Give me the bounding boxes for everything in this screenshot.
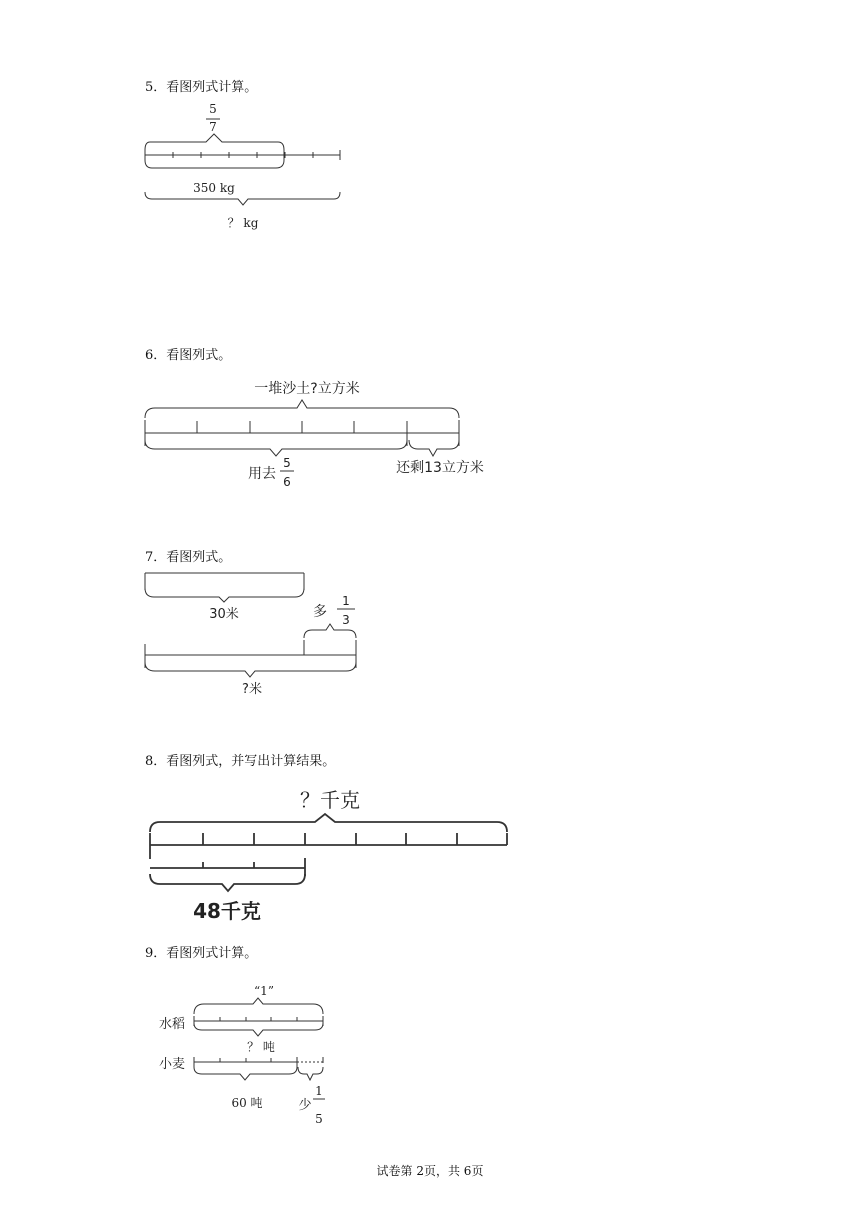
q6-remain-label: 还剩13立方米 bbox=[396, 460, 484, 476]
question-number: 8． bbox=[145, 754, 167, 769]
q7-known-label: 30米 bbox=[209, 607, 239, 622]
question-number: 5． bbox=[145, 80, 167, 95]
q9-known-label: 60 吨 bbox=[231, 1096, 263, 1110]
q9-less-numerator: 1 bbox=[315, 1084, 323, 1098]
q8-part-brace bbox=[150, 874, 305, 891]
question-number: 9． bbox=[145, 946, 167, 961]
question-text: 看图列式。 bbox=[166, 550, 232, 565]
q9-wheat-label: 小麦 bbox=[159, 1057, 186, 1072]
q6-total-brace bbox=[145, 400, 459, 418]
q9-wheat-brace bbox=[194, 1067, 297, 1080]
q6-used-numerator: 5 bbox=[283, 456, 291, 470]
q5-unknown-label: ？ kg bbox=[227, 216, 259, 230]
q9-unit-brace bbox=[194, 998, 323, 1014]
q9-rice-brace bbox=[194, 1023, 323, 1036]
q7-unknown-label: ?米 bbox=[242, 682, 262, 697]
q9-less-denominator: 5 bbox=[315, 1112, 323, 1126]
question-number: 7． bbox=[145, 550, 167, 565]
q5-total-brace bbox=[145, 192, 340, 205]
question-number: 6． bbox=[145, 348, 167, 363]
q7-more-denominator: 3 bbox=[342, 613, 350, 627]
q7-more-label: 多 bbox=[313, 604, 327, 620]
q6-total-label: 一堆沙土?立方米 bbox=[254, 381, 360, 397]
question-text: 看图列式计算。 bbox=[166, 946, 258, 961]
q5-fraction-denominator: 7 bbox=[209, 120, 217, 134]
q9-unknown-label: ？ 吨 bbox=[247, 1040, 275, 1054]
q6-used-brace bbox=[145, 440, 407, 456]
q8-diagram bbox=[150, 814, 507, 891]
q5-fraction-numerator: 5 bbox=[209, 102, 217, 116]
q8-total-label: ？千克 bbox=[300, 788, 360, 812]
page-footer: 试卷第 2页，共 6页 bbox=[376, 1164, 484, 1178]
q5-known-label: 350 kg bbox=[193, 181, 235, 195]
q7-known-brace bbox=[145, 588, 304, 602]
q7-diagram bbox=[145, 573, 356, 677]
q9-unit-label: “1” bbox=[254, 984, 274, 998]
question-text: 看图列式计算。 bbox=[166, 80, 258, 95]
q9-less-brace bbox=[298, 1067, 323, 1080]
q7-total-brace bbox=[145, 662, 356, 677]
q6-used-denominator: 6 bbox=[283, 475, 291, 489]
q7-more-numerator: 1 bbox=[342, 594, 350, 608]
q8-total-brace bbox=[150, 814, 507, 832]
question-text: 看图列式。 bbox=[166, 348, 232, 363]
q6-used-label: 用去 bbox=[248, 466, 276, 482]
question-text: 看图列式，并写出计算结果。 bbox=[166, 754, 336, 769]
q9-rice-label: 水稻 bbox=[159, 1017, 186, 1032]
q8-part-label: 48千克 bbox=[193, 899, 261, 923]
q6-remain-brace bbox=[409, 440, 459, 456]
q5-diagram bbox=[145, 119, 340, 205]
q9-less-label: 少 bbox=[298, 1098, 312, 1113]
q5-part-bracket bbox=[145, 134, 284, 168]
